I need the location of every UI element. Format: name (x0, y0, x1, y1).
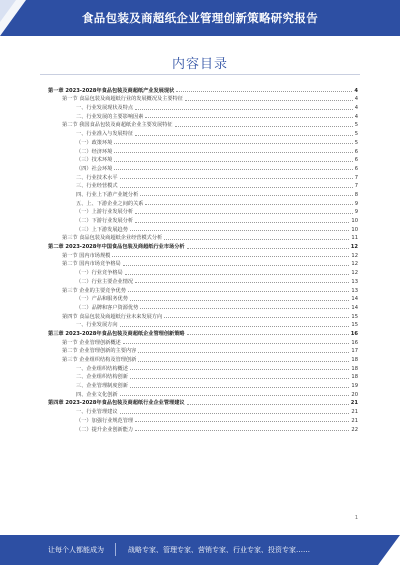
toc-divider (40, 74, 360, 75)
toc-entry[interactable] (48, 181, 358, 190)
toc-leader-dots (120, 178, 353, 179)
toc-leader-dots (120, 326, 350, 327)
toc-entry-page: 12 (351, 270, 358, 277)
toc-entry[interactable] (48, 128, 358, 137)
toc-entry[interactable] (48, 155, 358, 164)
toc-leader-dots (135, 430, 349, 431)
toc-entry[interactable] (48, 207, 358, 216)
toc-entry[interactable] (48, 120, 358, 129)
toc-entry[interactable] (48, 380, 358, 389)
toc-leader-dots (114, 161, 352, 162)
toc-entry-page: 9 (354, 200, 358, 207)
toc-entry-page: 9 (354, 209, 358, 216)
toc-entry-page: 12 (351, 252, 358, 259)
toc-leader-dots (114, 143, 352, 144)
toc-entry[interactable] (48, 94, 358, 103)
table-of-contents (48, 85, 358, 433)
toc-entry-page: 12 (351, 261, 358, 268)
toc-entry[interactable] (48, 172, 358, 181)
toc-entry-page: 21 (351, 409, 358, 416)
toc-entry[interactable] (48, 398, 358, 407)
toc-entry-label: 第四章 2023-2028年食品包装及商超纸行业企业管理建议 (48, 400, 185, 407)
toc-entry-label: （一）加强行业规范管理 (76, 417, 134, 424)
toc-entry-page: 13 (351, 278, 358, 285)
toc-entry-label: 第四节 食品包装及商超纸行业未来发展方向 (62, 313, 163, 320)
toc-entry[interactable] (48, 354, 358, 363)
toc-entry-page: 12 (350, 244, 358, 251)
toc-leader-dots (140, 308, 349, 309)
toc-entry[interactable] (48, 215, 358, 224)
toc-entry-label: （二）行业主要企业情况 (76, 278, 134, 285)
toc-entry[interactable] (48, 137, 358, 146)
toc-entry-page: 6 (354, 165, 358, 172)
toc-entry-page: 10 (351, 226, 358, 233)
toc-entry-label: 第二节 企业管理创新的主要内容 (62, 348, 137, 355)
toc-entry-label: 一、行业准入与发展特征 (76, 131, 134, 138)
toc-entry[interactable] (48, 146, 358, 155)
toc-leader-dots (145, 117, 352, 118)
toc-leader-dots (130, 230, 350, 231)
toc-leader-dots (187, 404, 349, 405)
toc-entry[interactable] (48, 389, 358, 398)
toc-entry-label: 第一节 国内市场规模 (62, 252, 111, 259)
toc-entry-page: 20 (351, 391, 358, 398)
toc-entry-label: （三）技术环境 (76, 157, 113, 164)
toc-entry-label: 一、行业发展方向 (76, 322, 118, 329)
toc-entry-page: 21 (350, 400, 358, 407)
toc-entry-page: 4 (354, 105, 358, 112)
toc-entry-label: 三、行业经营模式 (76, 183, 118, 190)
toc-entry-label: 第三章 2023-2028年食品包装及商超纸企业管理创新策略 (48, 330, 185, 337)
toc-leader-dots (135, 135, 353, 136)
toc-entry-page: 11 (351, 235, 358, 242)
toc-entry-label: 第二节 我国食品包装及商超纸企业主要发展特征 (62, 122, 173, 129)
toc-entry[interactable] (48, 224, 358, 233)
toc-entry-page: 13 (351, 287, 358, 294)
toc-entry-page: 16 (351, 339, 358, 346)
toc-entry[interactable] (48, 85, 358, 94)
toc-leader-dots (130, 300, 350, 301)
toc-leader-dots (130, 387, 350, 388)
toc-entry[interactable] (48, 285, 358, 294)
toc-leader-dots (123, 265, 350, 266)
toc-entry[interactable] (48, 267, 358, 276)
toc-leader-dots (140, 195, 352, 196)
toc-entry-label: （一）政策环境 (76, 139, 113, 146)
toc-leader-dots (185, 100, 353, 101)
toc-entry-label: 四、行业上下游产业链分析 (76, 191, 139, 198)
toc-entry-page: 4 (354, 96, 358, 103)
toc-entry-label: 第一节 企业管理创新概述 (62, 339, 121, 346)
toc-entry-label: 第二节 国内市场竞争格局 (62, 261, 121, 268)
toc-entry-page: 10 (351, 218, 358, 224)
toc-leader-dots (128, 291, 349, 292)
toc-entry-label: 第一章 2023-2028年食品包装及商超纸产业发展现状 (48, 87, 175, 94)
toc-entry-page: 18 (351, 365, 358, 372)
toc-entry-label: （一）行业竞争格局 (76, 270, 123, 277)
toc-entry-label: （四）社会环境 (76, 165, 113, 172)
toc-entry-page: 16 (350, 330, 358, 337)
toc-leader-dots (176, 91, 352, 92)
toc-leader-dots (138, 361, 349, 362)
toc-entry[interactable] (48, 415, 358, 424)
toc-heading: 内容目录 (171, 57, 228, 72)
toc-entry-page: 15 (351, 322, 358, 329)
toc-entry-page: 22 (351, 426, 358, 433)
toc-entry-label: 三、企业管理制度创新 (76, 383, 128, 390)
page-number: 1 (354, 515, 358, 521)
toc-entry-label: （二）下游行业发展分析 (76, 218, 134, 224)
toc-entry-page: 7 (354, 183, 358, 190)
toc-entry-label: 二、行业技术水平 (76, 174, 118, 181)
report-title: 食品包装及商超纸企业管理创新策略研究报告 (82, 11, 318, 25)
toc-entry-label: （三）上下游发展趋势 (76, 226, 128, 233)
toc-entry-page: 6 (354, 148, 358, 155)
toc-leader-dots (175, 126, 353, 127)
toc-leader-dots (135, 421, 349, 422)
toc-entry-page: 4 (354, 87, 358, 94)
toc-entry[interactable] (48, 233, 358, 242)
toc-leader-dots (112, 256, 349, 257)
toc-leader-dots (135, 109, 353, 110)
toc-leader-dots (145, 204, 352, 205)
toc-entry-label: 四、企业文化创新 (76, 391, 118, 398)
toc-entry[interactable] (48, 311, 358, 320)
toc-leader-dots (120, 413, 350, 414)
toc-leader-dots (138, 352, 349, 353)
toc-entry[interactable] (48, 372, 358, 381)
toc-entry[interactable] (48, 241, 358, 250)
toc-leader-dots (123, 343, 350, 344)
toc-entry-page: 21 (351, 417, 358, 424)
toc-leader-dots (164, 239, 349, 240)
toc-entry-label: 一、行业管理建议 (76, 409, 118, 416)
toc-entry-label: （二）经济环境 (76, 148, 113, 155)
toc-entry[interactable] (48, 337, 358, 346)
toc-entry[interactable] (48, 328, 358, 337)
toc-entry[interactable] (48, 163, 358, 172)
toc-entry-label: （一）上游行业发展分析 (76, 209, 134, 216)
toc-entry[interactable] (48, 250, 358, 259)
toc-entry-page: 14 (351, 296, 358, 303)
toc-leader-dots (114, 152, 352, 153)
toc-entry[interactable] (48, 294, 358, 303)
toc-entry-label: 第三节 食品包装及商超纸企业经营模式分析 (62, 235, 163, 242)
toc-leader-dots (130, 369, 350, 370)
toc-leader-dots (187, 248, 349, 249)
footer-tagline: 战略专家、管理专家、营销专家、行业专家、投资专家…… (128, 546, 310, 554)
footer-separator (115, 543, 116, 556)
toc-entry-label: 第一节 食品包装及商超纸行业的发展概况及主要特征 (62, 96, 183, 103)
toc-entry[interactable] (48, 320, 358, 329)
toc-entry[interactable] (48, 424, 358, 433)
toc-entry-page: 14 (351, 304, 358, 311)
footer-slogan: 让每个人都能成为 (48, 546, 104, 554)
footer-corner-decoration (378, 535, 400, 565)
report-footer (0, 535, 400, 565)
toc-leader-dots (130, 378, 350, 379)
toc-entry[interactable] (48, 259, 358, 268)
toc-entry-page: 4 (354, 113, 358, 120)
toc-entry[interactable] (48, 198, 358, 207)
toc-entry-label: （二）品牌和客户资源优势 (76, 304, 139, 311)
toc-leader-dots (187, 334, 349, 335)
toc-entry-page: 18 (351, 374, 358, 381)
toc-entry-label: （二）提升企业创新能力 (76, 426, 134, 433)
toc-entry-label: 二、行业发展的主要影响因素 (76, 113, 144, 120)
toc-entry-page: 19 (351, 383, 358, 390)
toc-entry[interactable] (48, 406, 358, 415)
toc-leader-dots (135, 282, 349, 283)
toc-entry-page: 17 (351, 348, 358, 355)
toc-entry-page: 5 (354, 131, 358, 138)
toc-entry-page: 8 (354, 191, 358, 198)
toc-leader-dots (120, 395, 350, 396)
toc-leader-dots (164, 317, 349, 318)
toc-entry-page: 5 (354, 122, 358, 129)
toc-entry-page: 18 (351, 357, 358, 363)
toc-entry-label: 第二章 2023-2028年中国食品包装及商超纸行业市场分析 (48, 244, 185, 251)
toc-entry-label: （一）产品和服务优势 (76, 296, 128, 303)
toc-leader-dots (135, 222, 349, 223)
toc-entry-page: 6 (354, 157, 358, 164)
toc-entry[interactable] (48, 346, 358, 355)
toc-entry-label: 第三节 企业的主要竞争优势 (62, 287, 126, 294)
toc-leader-dots (125, 274, 350, 275)
toc-entry-page: 15 (351, 313, 358, 320)
toc-entry-label: 二、企业组织结构创新 (76, 374, 128, 381)
toc-entry[interactable] (48, 189, 358, 198)
toc-leader-dots (135, 213, 353, 214)
toc-entry[interactable] (48, 363, 358, 372)
toc-entry-label: 五、上、下游企业之间的关系 (76, 200, 144, 207)
toc-leader-dots (114, 169, 352, 170)
toc-entry[interactable] (48, 111, 358, 120)
toc-entry[interactable] (48, 276, 358, 285)
toc-entry-page: 7 (354, 174, 358, 181)
toc-leader-dots (120, 187, 353, 188)
toc-entry-label: 一、行业发展现状及特点 (76, 105, 134, 112)
toc-entry-label: 一、企业组织结构概述 (76, 365, 128, 372)
toc-entry[interactable] (48, 102, 358, 111)
toc-entry-page: 5 (354, 139, 358, 146)
toc-entry-label: 第三节 企业组织结构及管理创新 (62, 357, 137, 363)
toc-entry[interactable] (48, 302, 358, 311)
report-header (0, 0, 400, 36)
